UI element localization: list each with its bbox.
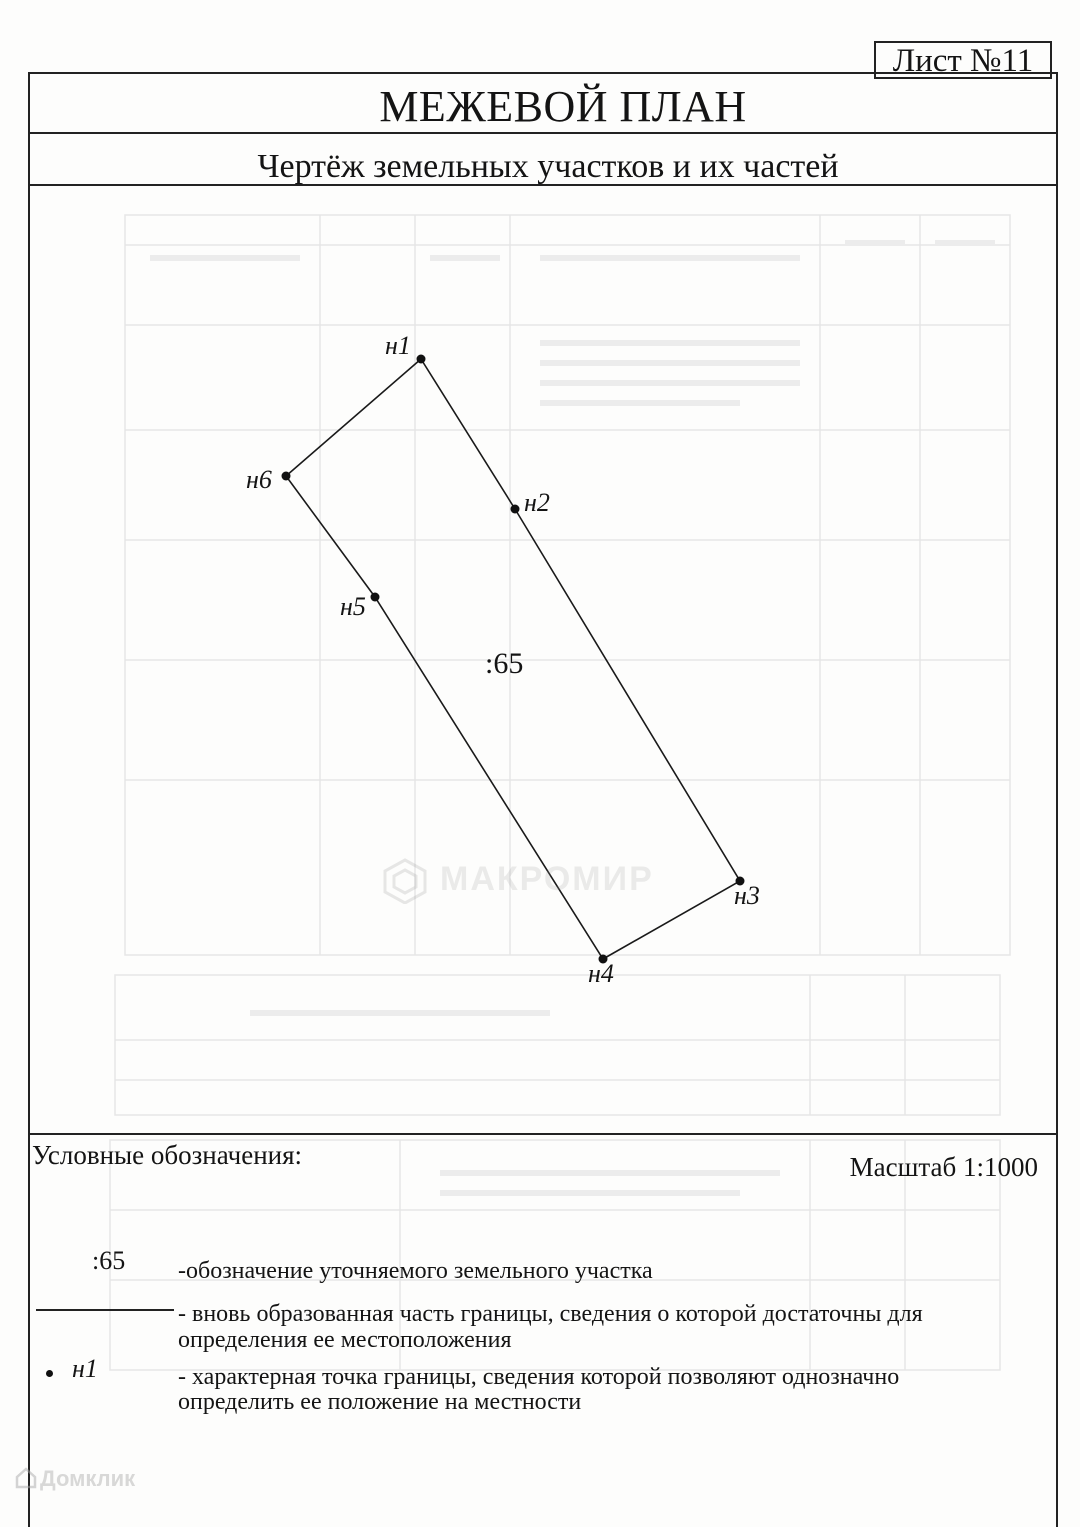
point-n5-label: н5	[340, 592, 366, 621]
legend-point-text-line2: определить ее положение на местности	[178, 1389, 582, 1415]
point-n2-marker	[511, 505, 520, 514]
legend-boundary-text-line1: - вновь образованная часть границы, сведения о которой достаточны для	[178, 1301, 923, 1327]
page-title: МЕЖЕВОЙ ПЛАН	[379, 82, 747, 131]
legend-parcel-symbol: :65	[92, 1246, 126, 1275]
parcel-label: :65	[485, 647, 524, 680]
legend-boundary-text-line2: определения ее местоположения	[178, 1327, 512, 1353]
sheet-number-label: Лист №11	[874, 41, 1052, 79]
domclick-logo-icon	[14, 1466, 38, 1490]
domclick-watermark: Домклик	[40, 1466, 136, 1491]
point-n3-label: н3	[734, 881, 760, 910]
legend-point-dot-icon	[46, 1370, 53, 1377]
legend-line-symbol	[36, 1309, 174, 1311]
legend-heading: Условные обозначения:	[32, 1140, 303, 1170]
legend-point-text-line1: - характерная точка границы, сведения которой позволяют однозначно	[178, 1364, 900, 1390]
legend-parcel-text: -обозначение уточняемого земельного участка	[178, 1258, 653, 1284]
makromir-logo-icon	[382, 858, 428, 904]
point-n5-marker	[371, 593, 380, 602]
point-n1-marker	[417, 355, 426, 364]
legend-point-symbol: н1	[72, 1354, 98, 1383]
point-n6-label: н6	[246, 465, 272, 494]
point-n1-label: н1	[385, 331, 411, 360]
page-subtitle: Чертёж земельных участков и их частей	[257, 148, 839, 185]
point-n6-marker	[282, 472, 291, 481]
scale-label: Масштаб 1:1000	[849, 1152, 1038, 1182]
point-n2-label: н2	[524, 488, 550, 517]
makromir-watermark: МАКРОМИР	[440, 860, 654, 898]
point-n4-label: н4	[588, 959, 614, 988]
